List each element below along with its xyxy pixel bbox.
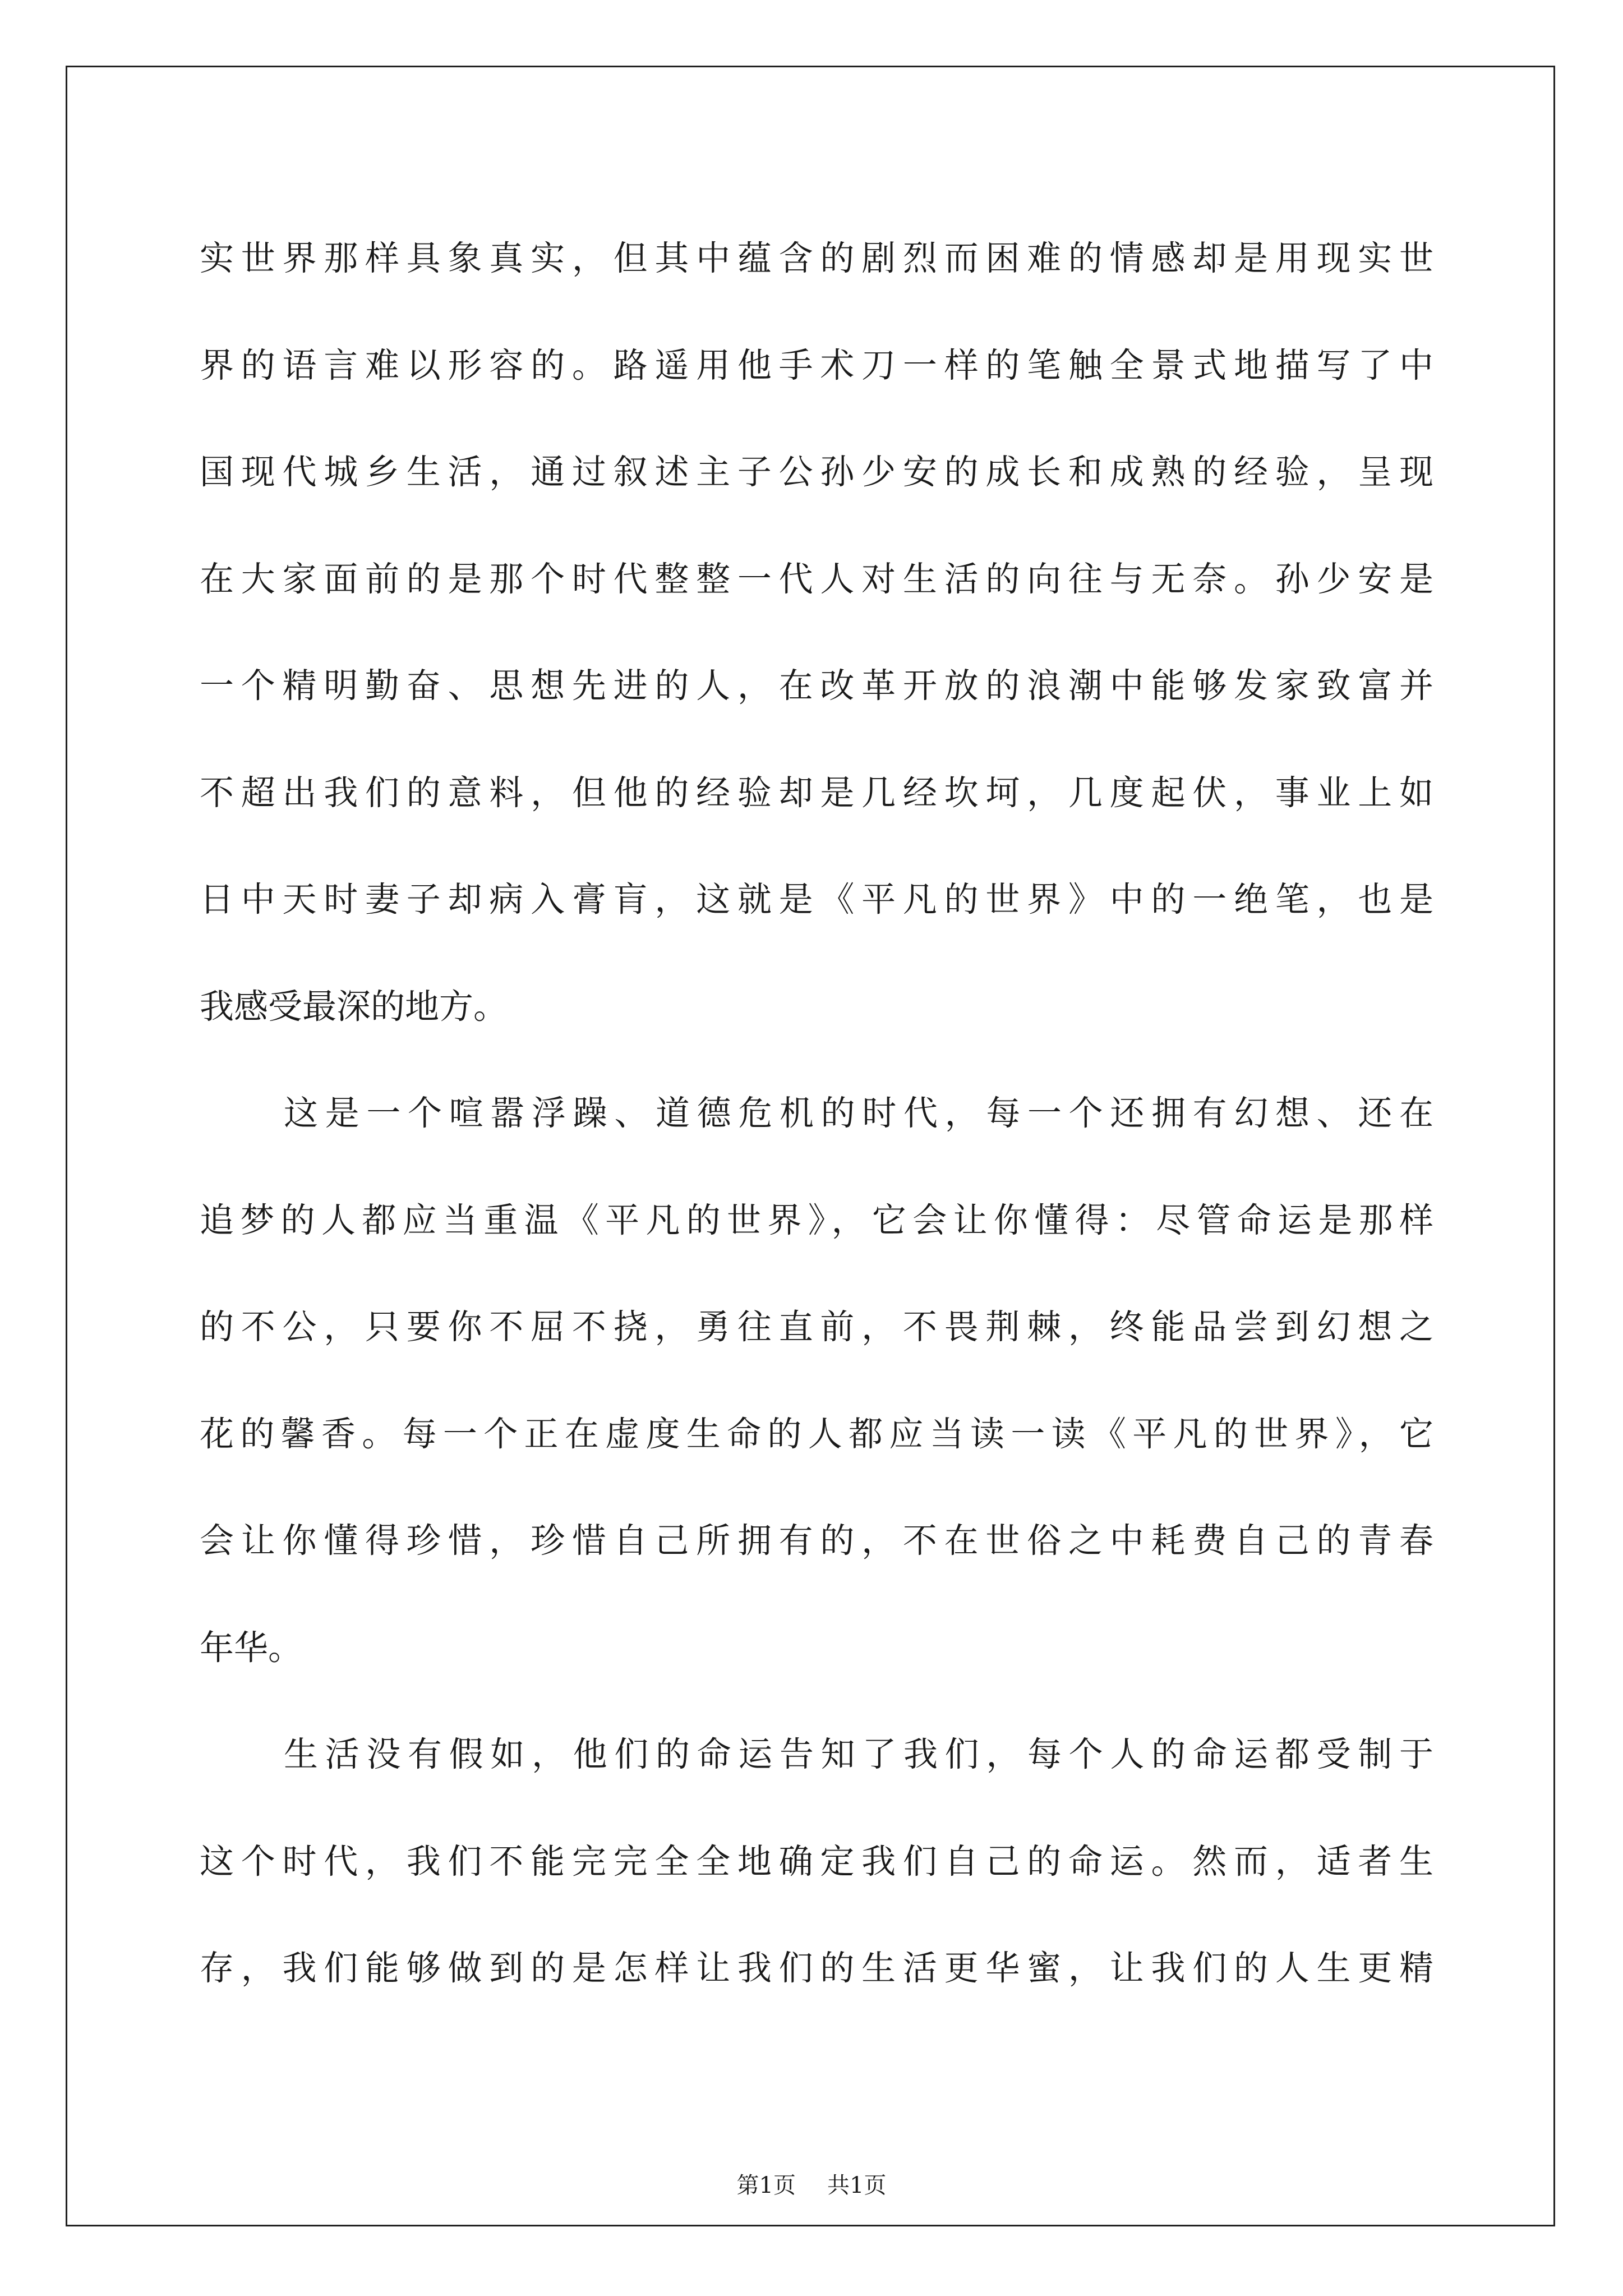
page-number: 第1页 [736, 2173, 796, 2198]
text-line: 实世界那样具象真实，但其中蕴含的剧烈而困难的情感却是用现实世 [200, 238, 1433, 278]
text-line: 存，我们能够做到的是怎样让我们的生活更华蜜，让我们的人生更精 [200, 1948, 1433, 1988]
text-line: 界的语言难以形容的。路遥用他手术刀一样的笔触全景式地描写了中 [200, 345, 1433, 385]
page-total: 共1页 [827, 2173, 887, 2198]
text-line: 会让你懂得珍惜，珍惜自己所拥有的，不在世俗之中耗费自己的青春 [200, 1521, 1433, 1561]
text-line: 花的馨香。每一个正在虚度生命的人都应当读一读《平凡的世界》，它 [200, 1414, 1433, 1454]
text-line: 不超出我们的意料，但他的经验却是几经坎坷，几度起伏，事业上如 [200, 772, 1433, 813]
text-line: 我感受最深的地方。 [200, 986, 508, 1027]
text-line: 在大家面前的是那个时代整整一代人对生活的向往与无奈。孙少安是 [200, 559, 1433, 599]
text-line: 的不公，只要你不屈不挠，勇往直前，不畏荆棘，终能品尝到幻想之 [200, 1307, 1433, 1347]
page-footer [0, 2170, 1623, 2201]
paragraph [200, 205, 1433, 1060]
text-line: 生活没有假如，他们的命运告知了我们，每个人的命运都受制于 [284, 1734, 1433, 1774]
text-line: 这个时代，我们不能完完全全地确定我们自己的命运。然而，适者生 [200, 1841, 1433, 1881]
text-line: 日中天时妻子却病入膏肓，这就是《平凡的世界》中的一绝笔，也是 [200, 880, 1433, 919]
text-line: 年华。 [200, 1627, 303, 1668]
paragraph [200, 1701, 1433, 2022]
text-line: 一个精明勤奋、思想先进的人，在改革开放的浪潮中能够发家致富并 [200, 666, 1433, 706]
text-line: 这是一个喧嚣浮躁、道德危机的时代，每一个还拥有幻想、还在 [284, 1093, 1433, 1133]
text-line: 国现代城乡生活，通过叙述主子公孙少安的成长和成熟的经验，呈现 [200, 452, 1433, 492]
text-line: 追梦的人都应当重温《平凡的世界》，它会让你懂得：尽管命运是那样 [200, 1200, 1433, 1240]
document-body [200, 205, 1433, 2022]
paragraph [200, 1060, 1433, 1701]
